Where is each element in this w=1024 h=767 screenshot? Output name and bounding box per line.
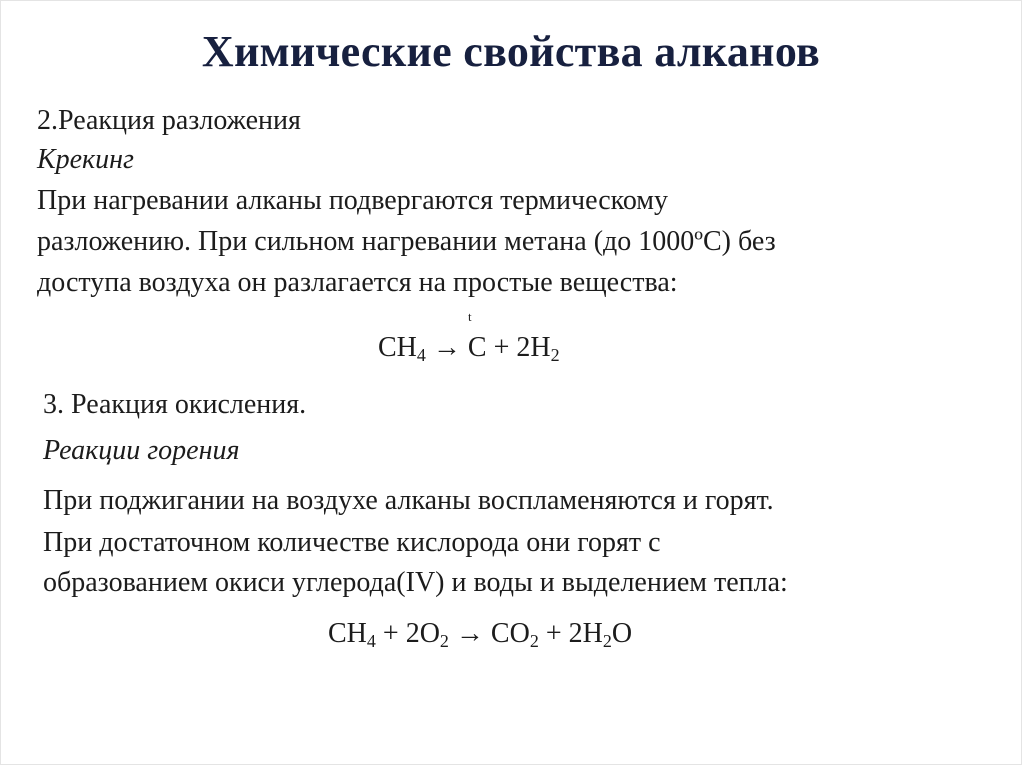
eq2-sub-4: 2 bbox=[602, 631, 612, 651]
section2-text-line-2: разложению. При сильном нагревании метана (до 1000ºС) без bbox=[37, 226, 776, 257]
section2-text-line-3: доступа воздуха он разлагается на простые вещества: bbox=[37, 267, 678, 298]
eq1-reactant: CH bbox=[378, 332, 417, 363]
eq2-part-4: + 2H bbox=[538, 618, 603, 649]
eq1-arrow: → bbox=[425, 332, 468, 363]
section3-text-line-1: При поджигании на воздухе алканы воспламеняются и горят. bbox=[43, 485, 774, 516]
eq2-sub-3: 2 bbox=[529, 631, 539, 651]
eq1-product-sub: 2 bbox=[550, 345, 560, 365]
section2-text-line-1: При нагревании алканы подвергаются термическому bbox=[37, 185, 669, 216]
section2-subheading: Крекинг bbox=[37, 144, 134, 175]
eq2-part-2: + 2O bbox=[375, 618, 440, 649]
section3-heading: 3. Реакция окисления. bbox=[43, 389, 307, 420]
section3-subheading: Реакции горения bbox=[43, 435, 240, 466]
eq2-part-3: → CO bbox=[448, 618, 530, 649]
reaction-condition-label: t bbox=[468, 309, 472, 324]
eq2-sub-1: 4 bbox=[366, 631, 376, 651]
combustion-equation bbox=[328, 618, 632, 650]
cracking-equation bbox=[378, 332, 560, 364]
section2-heading: 2.Реакция разложения bbox=[37, 105, 301, 136]
section3-text-line-2: При достаточном количестве кислорода они горят с bbox=[43, 527, 661, 558]
eq2-sub-2: 2 bbox=[439, 631, 449, 651]
slide-title: Химические свойства алканов bbox=[201, 27, 821, 76]
eq1-reactant-sub: 4 bbox=[416, 345, 426, 365]
eq2-part-5: O bbox=[611, 618, 633, 649]
eq1-product: C + 2H bbox=[467, 332, 551, 363]
section3-text-line-3: образованием окиси углерода(IV) и воды и выделением тепла: bbox=[43, 567, 788, 598]
eq2-part-1: CH bbox=[328, 618, 367, 649]
